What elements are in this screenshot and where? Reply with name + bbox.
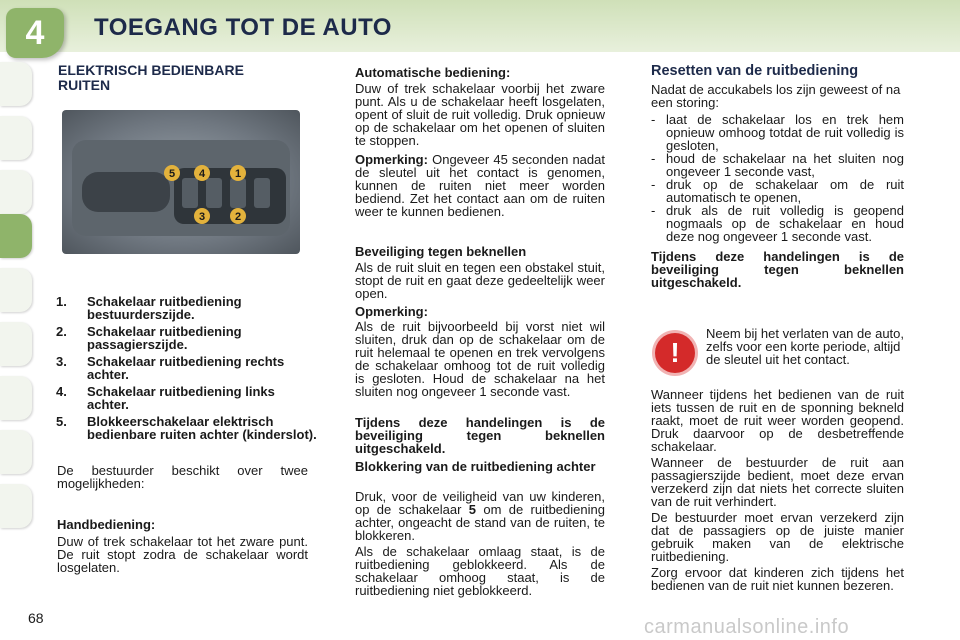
chapter-tab[interactable]: [0, 116, 32, 160]
switch-3: [230, 178, 246, 208]
warning-icon: !: [655, 333, 695, 373]
protection-text: Als de ruit sluit en tegen een obstakel stuit, stopt de ruit en gaat deze gedeeltelijk weer open.: [355, 260, 605, 301]
callout-2: 2: [234, 211, 242, 223]
switch-1-2: [254, 178, 270, 208]
window-switch-panel-photo: [62, 110, 300, 254]
list-item: - druk op de schakelaar om de ruit automatisch te openen,: [651, 177, 904, 205]
note1-label: Opmerking:: [355, 152, 428, 167]
auto-text: Duw of trek schakelaar voorbij het zware punt. Als u de schakelaar heeft losgelaten, opent of sluit de ruit volledig. Druk opnieuw op de schakelaar om het openen of sluiten te stoppen.: [355, 81, 605, 148]
chapter-tab[interactable]: [0, 484, 32, 528]
list-item-text: Schakelaar ruitbediening passagierszijde.: [87, 324, 242, 352]
list-item-number: 1.: [56, 294, 67, 309]
block-text: [355, 490, 605, 542]
chapter-tab[interactable]: [0, 268, 32, 312]
chapter-tab[interactable]: [0, 430, 32, 474]
paragraph: Zorg ervoor dat kinderen zich tijdens het bedienen van de ruit niet kunnen bezeren.: [651, 565, 904, 593]
section-title-line: ELEKTRISCH BEDIENBARE: [58, 62, 244, 78]
callout-3: 3: [198, 211, 206, 223]
switch-4: [206, 178, 222, 208]
list-item: - houd de schakelaar na het sluiten nog ongeveer 1 seconde vast,: [651, 151, 904, 179]
manual-text: Duw of trek schakelaar tot het zware punt. De ruit stopt zodra de schakelaar wordt losgelaten.: [57, 534, 308, 575]
chapter-tab[interactable]: [0, 322, 32, 366]
list-item: - laat de schakelaar los en trek hem opnieuw omhoog totdat de ruit volledig is gesloten,: [651, 112, 904, 153]
protection-warning: Tijdens deze handelingen is de beveiliging tegen beknellen uitgeschakeld.: [355, 415, 605, 456]
manual-heading: Handbediening:: [57, 517, 156, 532]
section-title-line: RUITEN: [58, 77, 111, 93]
list-item-number: 5.: [56, 414, 67, 429]
list-item-number: 4.: [56, 384, 67, 399]
list-item-number: 3.: [56, 354, 67, 369]
list-item: [56, 355, 318, 381]
list-item: [56, 415, 318, 441]
page-number: 68: [28, 610, 44, 626]
list-item-text: Schakelaar ruitbediening links achter.: [87, 384, 275, 412]
possibilities-text: De bestuurder beschikt over twee mogelijkheden:: [57, 463, 308, 491]
chapter-tab[interactable]: [0, 170, 32, 214]
warning-box-text: Neem bij het verlaten van de auto, zelfs voor een korte periode, altijd de sleutel uit het contact.: [706, 326, 905, 367]
switch-5: [182, 178, 198, 208]
list-item-text: druk op de schakelaar om de ruit automatisch te openen,: [666, 177, 904, 205]
chapter-tab-active[interactable]: [0, 214, 32, 258]
block-heading: Blokkering van de ruitbediening achter: [355, 459, 596, 474]
auto-heading: Automatische bediening:: [355, 65, 511, 80]
list-item-number: 2.: [56, 324, 67, 339]
paragraph: De bestuurder moet ervan verzekerd zijn dat de passagiers op de juiste manier gebruik maken van de elektrische ruitbediening.: [651, 510, 904, 564]
paragraph: Wanneer tijdens het bedienen van de ruit iets tussen de ruit en de sponning bekneld raakt, moet de ruit weer worden geopend. Druk daarvoor op de desbetreffende schakelaar.: [651, 387, 904, 454]
list-item: [56, 325, 318, 351]
list-item: [56, 295, 318, 321]
reset-warning: Tijdens deze handelingen is de beveiliging tegen beknellen uitgeschakeld.: [651, 249, 904, 290]
switch-legend-list: [56, 295, 318, 445]
note2-label: Opmerking:: [355, 304, 428, 319]
note2-text: Als de ruit bijvoorbeeld bij vorst niet wil sluiten, druk dan op de schakelaar om de ruit helemaal te openen en trek vervolgens de schakelaar omhoog tot de ruit volledig is gesloten. Houd de schakelaar na het sluiten nog ongeveer 1 seconde vast.: [355, 319, 605, 399]
section-title: [58, 63, 318, 93]
reset-intro: Nadat de accukabels los zijn geweest of na een storing:: [651, 82, 901, 110]
window-switch-panel-illustration: [62, 110, 300, 254]
list-item-text: Schakelaar ruitbediening rechts achter.: [87, 354, 285, 382]
page-title: TOEGANG TOT DE AUTO: [94, 14, 392, 41]
list-item-text: houd de schakelaar na het sluiten nog ongeveer 1 seconde vast,: [666, 151, 904, 179]
list-item: - druk als de ruit volledig is geopend nogmaals op de schakelaar en houd deze nog ongeveer 1 seconde vast.: [651, 203, 904, 244]
list-item-text: Blokkeerschakelaar elektrisch bedienbare ruiten achter (kinderslot).: [87, 414, 317, 442]
list-item: [56, 385, 318, 411]
note1-text: Ongeveer 45 seconden nadat de sleutel uit het contact is genomen, kunnen de ruiten niet meer worden bediend. Zet het contact aan om de ruiten weer te kunnen bedienen.: [355, 152, 605, 219]
reset-heading: Resetten van de ruitbediening: [651, 63, 859, 79]
protection-heading: Beveiliging tegen beknellen: [355, 244, 527, 259]
watermark: carmanualsonline.info: [644, 616, 850, 638]
chapter-tab[interactable]: [0, 62, 32, 106]
block-text-after: om de ruitbediening achter, ongeacht de stand van de ruiten, te blokkeren.: [355, 502, 605, 543]
callout-5: 5: [168, 168, 176, 180]
list-item-text: druk als de ruit volledig is geopend nogmaals op de schakelaar en houd deze nog ongeveer 1 seconde vast.: [666, 203, 904, 244]
list-item-text: Schakelaar ruitbediening bestuurderszijde.: [87, 294, 242, 322]
chapter-number: 4: [25, 14, 45, 52]
block-switch-number: 5: [468, 502, 477, 517]
paragraph: Wanneer de bestuurder de ruit aan passagierszijde bedient, moet deze ervan verzekerd zijn dat niets het correcte sluiten van de ruit verhindert.: [651, 455, 904, 509]
note1: [355, 153, 605, 218]
callout-1: 1: [234, 168, 242, 180]
reset-steps-list: [651, 113, 904, 243]
chapter-badge: [6, 8, 64, 58]
door-handle: [82, 172, 170, 212]
list-item-text: laat de schakelaar los en trek hem opnieuw omhoog totdat de ruit volledig is gesloten,: [666, 112, 904, 153]
block-text-before: Druk, voor de veiligheid van uw kinderen, op de schakelaar: [355, 489, 605, 517]
callout-4: 4: [198, 168, 206, 180]
block-text2: Als de schakelaar omlaag staat, is de ruitbediening geblokkeerd. Als de schakelaar omhoog staat, is de ruitbediening niet geblokkeerd.: [355, 544, 605, 598]
chapter-tab[interactable]: [0, 376, 32, 420]
